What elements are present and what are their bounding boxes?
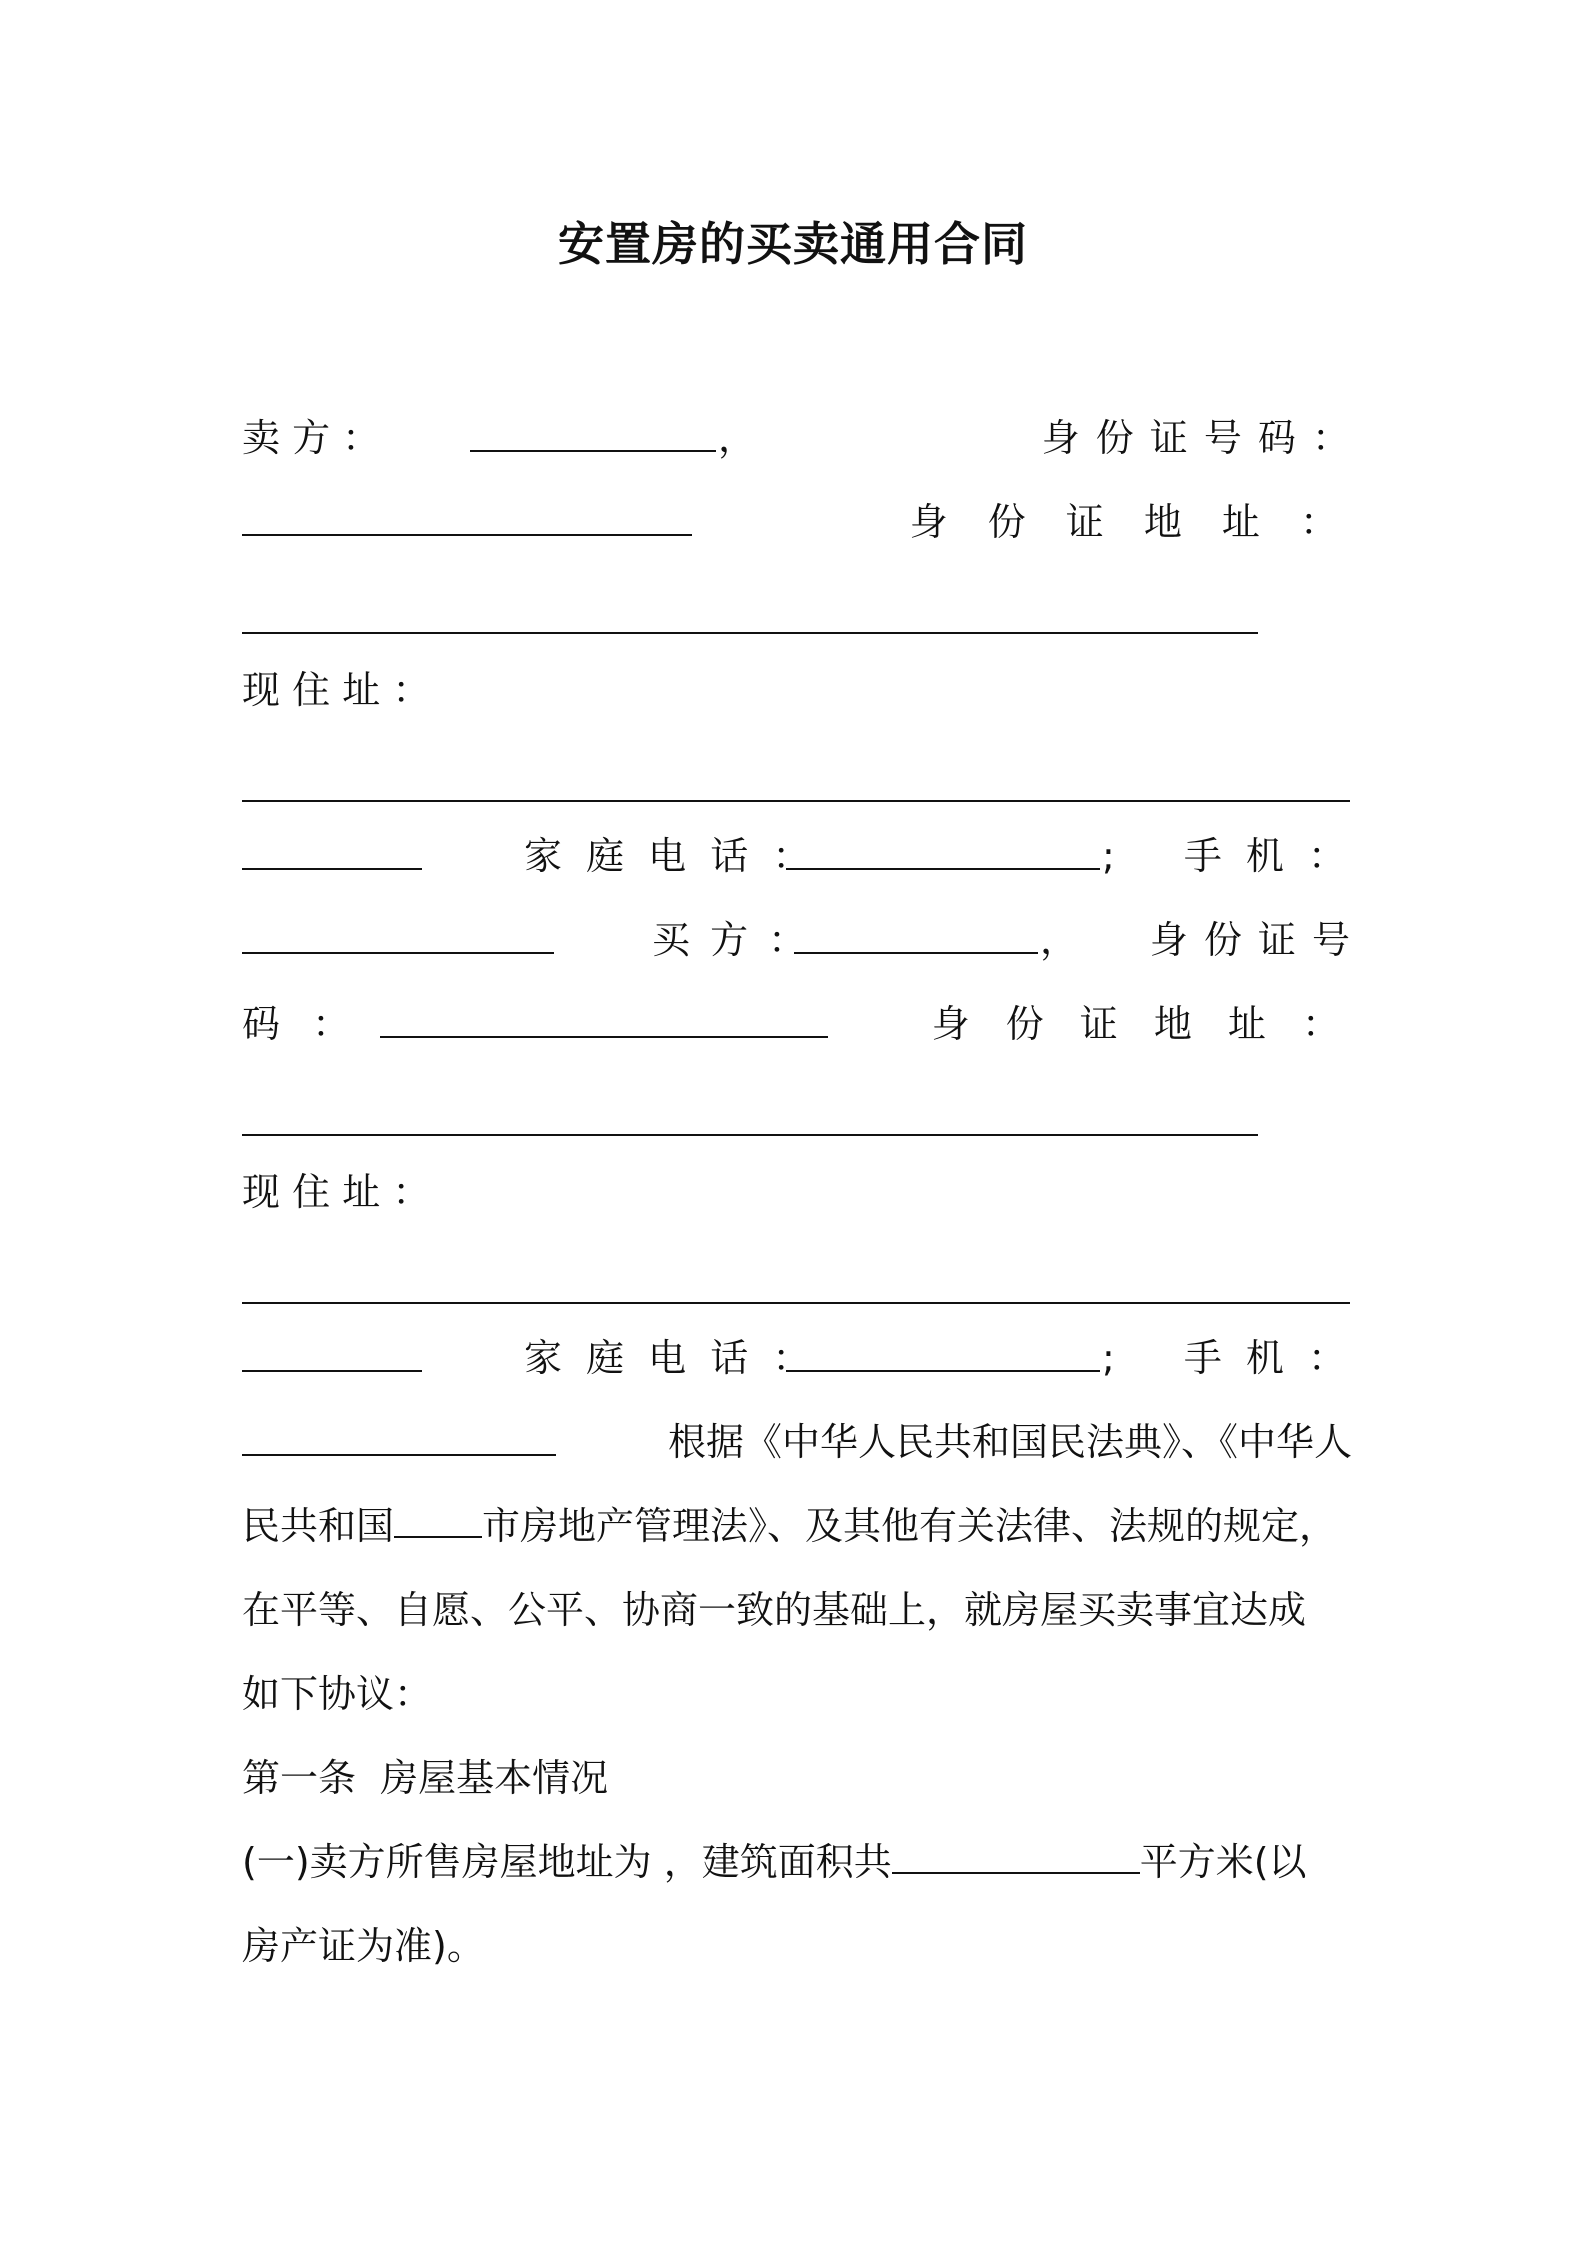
preamble-line-2 [242,1496,1354,1556]
seller-semicolon: ; [1102,834,1115,878]
preamble-text-1: 根据《中华人民共和国民法典》、《中华人 [667,1420,1352,1464]
buyer-semicolon: ; [1102,1336,1115,1380]
seller-current-address-char: 址 [342,668,381,712]
city-name-field[interactable] [394,1496,482,1538]
seller-phone-row [242,826,1352,886]
preamble-text-2a: 民共和国 [242,1504,395,1548]
buyer-current-address-row [242,1162,1352,1222]
buyer-id-number-field[interactable] [380,994,828,1038]
article-1-heading: 第一条 房屋基本情况 [242,1756,609,1800]
buyer-id-address-field[interactable] [242,1134,1258,1136]
seller-name-row [242,408,1352,468]
seller-comma: ， [718,416,757,460]
buyer-name-row [242,910,1352,970]
clause-1-text-a: (一)卖方所售房屋地址为 ，建筑面积共 [242,1840,892,1884]
buyer-id-number-label: 身 份 证 号 [1149,918,1352,962]
seller-current-address-row [242,660,1352,720]
seller-current-address-field[interactable] [242,800,1350,802]
buyer-label: 买 方 ： [652,918,811,962]
seller-id-number-field[interactable] [242,492,692,536]
buyer-id-number-label-continued: 码 ： [242,1002,361,1046]
seller-current-address-char: 住 [292,668,331,712]
seller-current-address-char: 现 [242,668,281,712]
preamble-line-1 [242,1412,1352,1472]
buyer-mobile-field[interactable] [242,1412,556,1456]
seller-name-field[interactable] [470,408,716,452]
seller-home-phone-field[interactable] [786,826,1100,870]
seller-mobile-label: 手 机 ： [1183,834,1352,878]
seller-id-row [242,492,1352,552]
seller-label: 卖 方 ： [242,416,381,460]
seller-id-address-label: 身 份 证 地 址 ： [909,500,1352,544]
article-1-clause-1 [242,1832,1354,1892]
buyer-current-address-char: 住 [292,1170,331,1214]
preamble-text-2b: 市房地产管理法》、及其他有关法律、法规的规定， [482,1504,1338,1548]
buyer-mobile-label: 手 机 ： [1183,1336,1352,1380]
seller-current-address-char: ： [392,668,431,712]
buyer-current-address-field[interactable] [242,1302,1350,1304]
buyer-home-phone-field[interactable] [786,1328,1100,1372]
seller-mobile-field[interactable] [242,910,554,954]
building-area-field[interactable] [892,1832,1140,1874]
clause-1-text-b: 平方米(以 [1139,1840,1307,1884]
page-title: 安置房的买卖通用合同 [558,217,1028,271]
buyer-phone-row [242,1328,1352,1388]
buyer-current-address-char: 现 [242,1170,281,1214]
buyer-comma: ， [1040,918,1079,962]
seller-id-number-label: 身 份 证 号 码 ： [1041,416,1352,460]
preamble-line-3: 在平等、自愿、公平、协商一致的基础上，就房屋买卖事宜达成 [242,1588,1307,1632]
buyer-id-row [242,994,1352,1054]
preamble-line-4: 如下协议： [242,1672,433,1716]
buyer-current-address-char: 址 [342,1170,381,1214]
seller-id-address-field[interactable] [242,632,1258,634]
seller-address-continuation-field[interactable] [242,826,422,870]
buyer-home-phone-label: 家 庭 电 话 ： [524,1336,817,1380]
buyer-name-field[interactable] [794,910,1038,954]
buyer-address-continuation-field[interactable] [242,1328,422,1372]
buyer-id-address-label: 身 份 证 地 址 ： [931,1002,1352,1046]
seller-home-phone-label: 家 庭 电 话 ： [524,834,817,878]
buyer-current-address-char: ： [392,1170,431,1214]
article-1-clause-1-continued: 房产证为准)。 [242,1924,485,1968]
